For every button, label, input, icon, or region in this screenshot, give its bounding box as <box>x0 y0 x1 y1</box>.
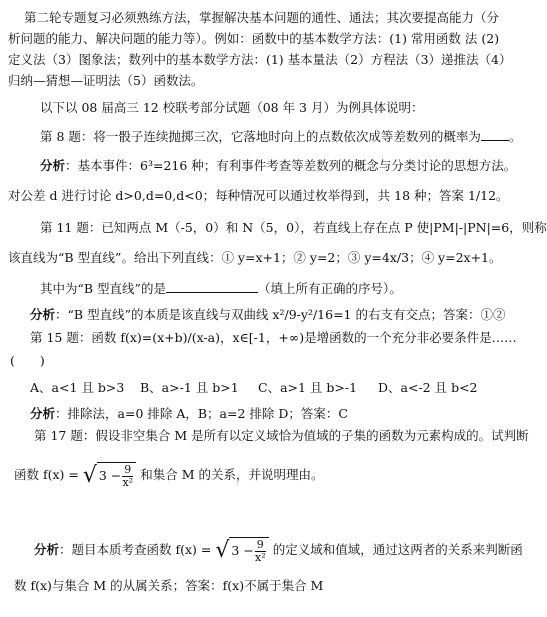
fraction-denominator: x² <box>122 475 134 489</box>
q17-analysis-2: 数 f(x)与集合 M 的从属关系；答案：f(x)不属于集合 M <box>14 578 324 593</box>
q8-analysis-2: 对公差 d 进行讨论 d>0,d=0,d<0；每种情况可以通过枚举得到，共 18 种；答案 1/12。 <box>8 188 509 203</box>
q11-line-3 <box>40 280 402 297</box>
sqrt-expression-analysis <box>215 537 268 564</box>
q17-line-2 <box>14 462 324 489</box>
q11-analysis-label: 分析 <box>30 307 56 322</box>
intro-line-4: 归纳—猜想—证明法（5）函数法。 <box>8 73 204 88</box>
radical-sign-icon: √ <box>82 462 97 488</box>
q17-analysis-label: 分析 <box>34 542 60 557</box>
q11-line-2: 该直线为“B 型直线”。给出下列直线：① y=x+1；② y=2；③ y=4x/3；④ y=2x+1。 <box>8 250 502 265</box>
radicand-lead: 3 − <box>98 468 122 483</box>
intro-line-2: 析问题的能力、解决问题的能力等）。例如：函数中的基本数学方法：(1) 常用函数 法 (2) <box>8 31 500 46</box>
q11-answer-blank <box>166 280 258 293</box>
q15-option-c: C、a>1 且 b>-1 <box>258 380 358 395</box>
q17-analysis <box>34 537 523 564</box>
q15-option-a: A、a<1 且 b>3 <box>30 380 125 395</box>
q15-option-d: D、a<-2 且 b<2 <box>378 380 478 395</box>
q8-analysis-text: ：基本事件：6³=216 种；有利事件考查等差数列的概念与分类讨论的思想方法。 <box>65 158 517 173</box>
q11-prompt: 其中为“B 型直线”的是 <box>40 281 166 296</box>
q11-line-1: 第 11 题：已知两点 M（-5，0）和 N（5，0），若直线上存在点 P 使|PM|-|PN|=6，则称 <box>40 220 547 235</box>
q17-analysis-prefix: ：题目本质考查函数 f(x) = <box>59 542 212 557</box>
q11-analysis <box>30 307 505 323</box>
intro-line-3: 定义法（3）图象法；数列中的基本数学方法：(1) 基本量法（2）方程法（3）递推法（4） <box>8 52 512 67</box>
q15-option-b: B、a>-1 且 b>1 <box>140 380 239 395</box>
radicand <box>229 537 268 564</box>
q8-answer-blank <box>481 128 509 141</box>
q15-paren: ( ) <box>10 353 45 368</box>
sqrt-expression <box>83 462 136 489</box>
q8-analysis <box>40 158 516 174</box>
q15-analysis <box>30 406 348 422</box>
radicand-lead: 3 − <box>231 543 254 558</box>
q8-analysis-label: 分析 <box>40 158 66 173</box>
q17-line-1: 第 17 题：假设非空集合 M 是所有以定义域恰为值域的子集的函数为元素构成的。试判断 <box>34 428 529 443</box>
q17-analysis-suffix: 的定义域和值域，通过这两者的关系来判断函 <box>272 542 523 557</box>
q15-analysis-text: ：排除法，a=0 排除 A，B；a=2 排除 D；答案：C <box>55 406 348 421</box>
fraction-numerator: 9 <box>124 462 132 476</box>
q17-func-suffix: 和集合 M 的关系，并说明理由。 <box>140 467 324 482</box>
q8-end: 。 <box>508 129 522 144</box>
fraction <box>122 464 133 489</box>
intro-line-1: 第二轮专题复习必须熟练方法，掌握解决基本问题的通性、通法；其次要提高能力（分 <box>24 10 500 25</box>
radicand <box>97 462 136 489</box>
q8-text: 第 8 题：将一骰子连续抛掷三次，它落地时向上的点数依次成等差数列的概率为 <box>40 129 481 144</box>
fraction-denominator: x² <box>254 550 266 564</box>
source-line: 以下以 08 届高三 12 校联考部分试题（08 年 3 月）为例具体说明： <box>40 100 424 115</box>
fraction <box>255 539 266 564</box>
q11-analysis-text: ：“B 型直线”的本质是该直线与双曲线 x²/9-y²/16=1 的右支有交点；答案：①② <box>55 307 506 322</box>
radical-sign-icon: √ <box>215 537 230 563</box>
q17-func-prefix: 函数 f(x) = <box>14 467 79 482</box>
q15-question: 第 15 题：函数 f(x)=(x+b)/(x-a)，x∈[-1，+∞)是增函数的一个充分非必要条件是…… <box>30 330 517 345</box>
q11-hint: （填上所有正确的序号）。 <box>257 281 402 296</box>
q15-analysis-label: 分析 <box>30 406 56 421</box>
fraction-numerator: 9 <box>256 537 264 551</box>
q8-question <box>40 128 521 145</box>
